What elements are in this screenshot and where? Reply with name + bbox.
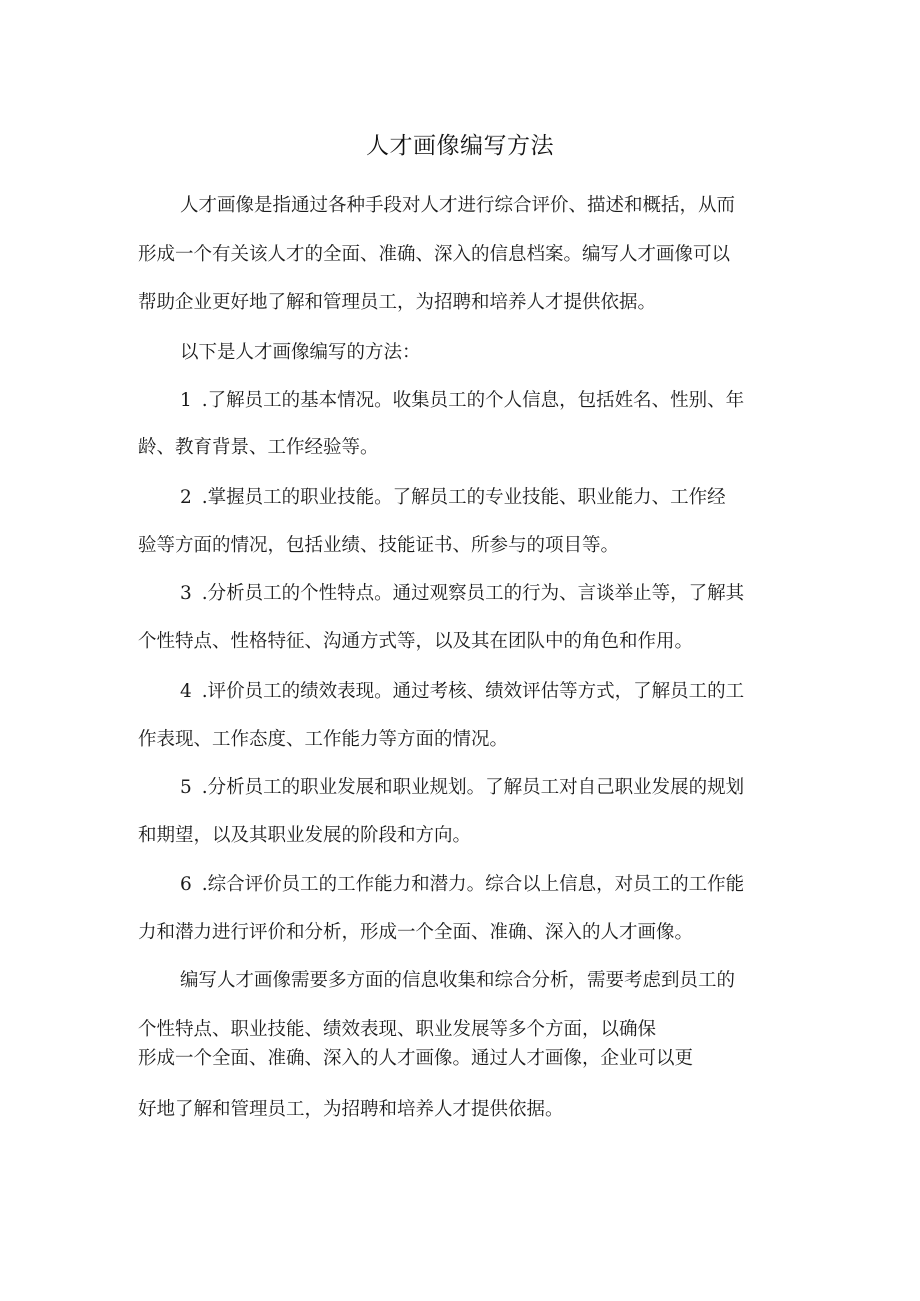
item-2-line-2: 验等方面的情况，包括业绩、技能证书、所参与的项目等。 <box>138 535 620 556</box>
item-1-number: 1 <box>180 390 192 411</box>
item-6-number: 6 <box>180 874 192 895</box>
item-3-line-1 <box>180 581 744 607</box>
intro-line-1: 人才画像是指通过各种手段对人才进行综合评价、描述和概括，从而 <box>180 195 736 216</box>
item-3-line-2: 个性特点、性格特征、沟通方式等，以及其在团队中的角色和作用。 <box>138 631 694 652</box>
item-4-line-2: 作表现、工作态度、工作能力等方面的情况。 <box>138 729 509 750</box>
item-5-line-1 <box>180 775 744 801</box>
intro-line-2: 形成一个有关该人才的全面、准确、深入的信息档案。编写人才画像可以 <box>138 244 731 265</box>
conclusion-line-2: 个性特点、职业技能、绩效表现、职业发展等多个方面，以确保 <box>138 1019 657 1040</box>
conclusion-line-1: 编写人才画像需要多方面的信息收集和综合分析，需要考虑到员工的 <box>180 970 736 991</box>
page-title: 人才画像编写方法 <box>366 133 554 159</box>
item-4-number: 4 <box>180 681 192 702</box>
item-6-line-1 <box>180 872 744 898</box>
item-6-line-2: 力和潜力进行评价和分析，形成一个全面、准确、深入的人才画像。 <box>138 922 694 943</box>
item-1-line-1 <box>180 388 744 414</box>
conclusion-line-4: 好地了解和管理员工，为招聘和培养人才提供依据。 <box>138 1099 564 1120</box>
item-2-number: 2 <box>180 487 192 508</box>
item-3-number: 3 <box>180 583 192 604</box>
item-1-text: .了解员工的基本情况。收集员工的个人信息，包括姓名、性别、年 <box>201 390 745 411</box>
intro-line-3: 帮助企业更好地了解和管理员工，为招聘和培养人才提供依据。 <box>138 292 657 313</box>
item-2-text: .掌握员工的职业技能。了解员工的专业技能、职业能力、工作经 <box>201 487 726 508</box>
item-2-line-1 <box>180 485 726 511</box>
item-5-line-2: 和期望，以及其职业发展的阶段和方向。 <box>138 825 472 846</box>
item-1-line-2: 龄、教育背景、工作经验等。 <box>138 437 379 458</box>
item-6-text: .综合评价员工的工作能力和潜力。综合以上信息，对员工的工作能 <box>201 874 745 895</box>
item-4-line-1 <box>180 679 744 705</box>
item-5-number: 5 <box>180 777 192 798</box>
item-3-text: .分析员工的个性特点。通过观察员工的行为、言谈举止等，了解其 <box>201 583 745 604</box>
item-5-text: .分析员工的职业发展和职业规划。了解员工对自己职业发展的规划 <box>201 777 745 798</box>
item-4-text: .评价员工的绩效表现。通过考核、绩效评估等方式，了解员工的工 <box>201 681 745 702</box>
lead-text: 以下是人才画像编写的方法： <box>180 342 421 363</box>
conclusion-line-3: 形成一个全面、准确、深入的人才画像。通过人才画像，企业可以更 <box>138 1048 694 1069</box>
